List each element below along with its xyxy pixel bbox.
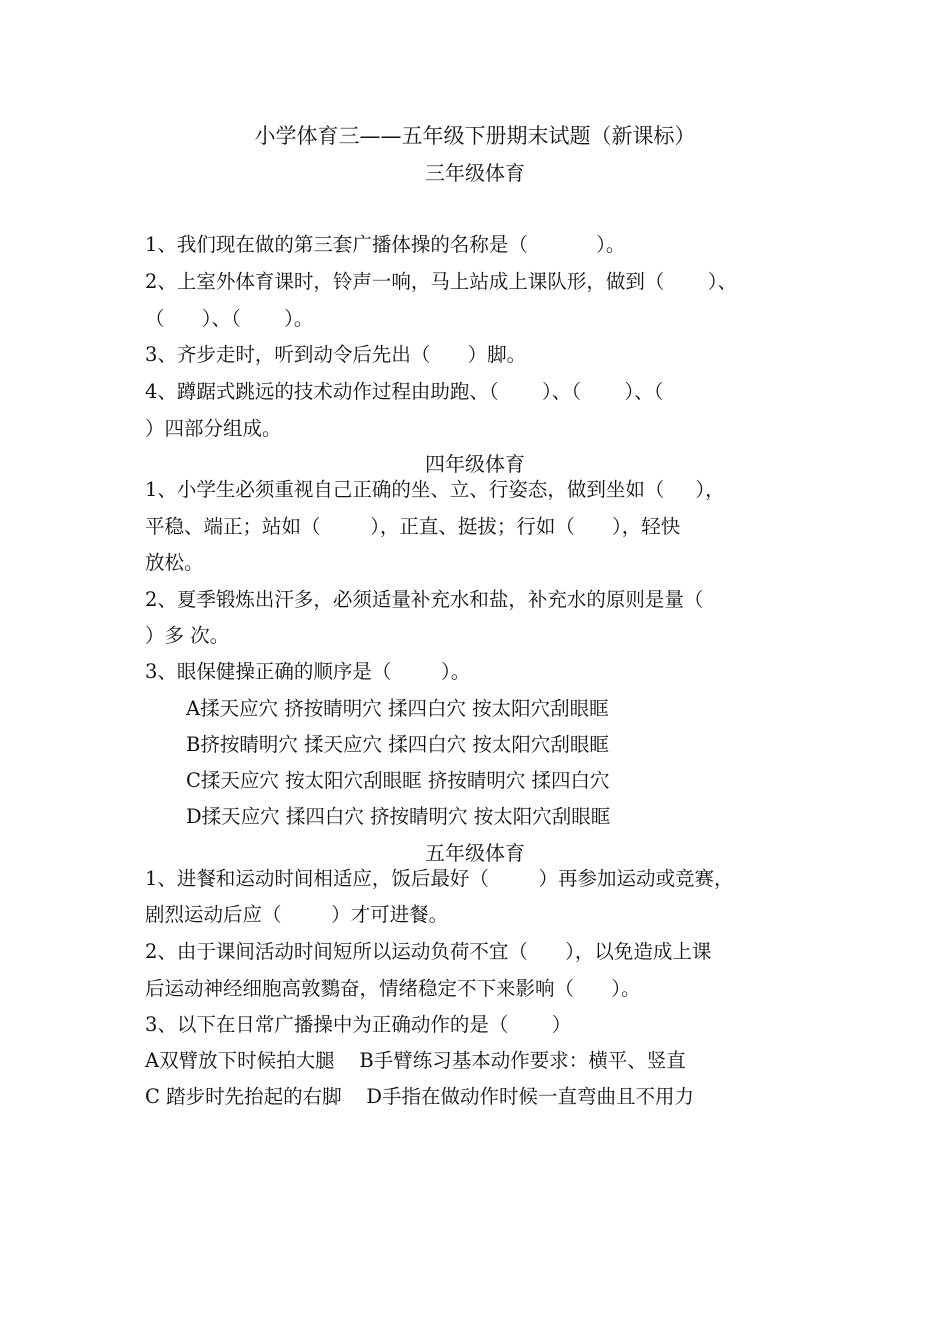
question-line: ）四部分组成。 — [145, 417, 282, 440]
question-line: 剧烈运动后应（ ）才可进餐。 — [145, 903, 449, 926]
grade4-heading: 四年级体育 — [425, 452, 525, 476]
choice-option: A揉天应穴 挤按睛明穴 揉四白穴 按太阳穴刮眼眶 — [186, 697, 609, 720]
question-line: 3、齐步走时，听到动令后先出（ ）脚。 — [145, 343, 527, 366]
question-line: 放松。 — [145, 551, 204, 574]
question-line: 2、夏季锻炼出汗多，必须适量补充水和盐，补充水的原则是量（ — [145, 588, 704, 611]
grade5-heading: 五年级体育 — [425, 841, 525, 865]
question-line: 1、进餐和运动时间相适应，饭后最好（ ）再参加运动或竞赛， — [145, 867, 734, 890]
question-line: 平稳、端正；站如（ ），正直、挺拔；行如（ ），轻快 — [145, 515, 681, 538]
document-title: 小学体育三——五年级下册期末试题（新课标） — [254, 124, 696, 148]
question-line: 2、由于课间活动时间短所以运动负荷不宜（ ），以免造成上课 — [145, 940, 712, 963]
question-line: 1、我们现在做的第三套广播体操的名称是（ ）。 — [145, 233, 626, 256]
choice-option: C 踏步时先抬起的右脚 D手指在做动作时候一直弯曲且不用力 — [145, 1085, 695, 1108]
question-line: 3、眼保健操正确的顺序是（ ）。 — [145, 660, 471, 683]
question-line: 后运动神经细胞高敦鷚奋，情绪稳定不下来影响（ ）。 — [145, 977, 641, 1000]
question-line: ）多 次。 — [145, 624, 230, 647]
question-line: 1、小学生必须重视自己正确的坐、立、行姿态，做到坐如（ ）， — [145, 478, 725, 501]
question-line: 3、以下在日常广播操中为正确动作的是（ ） — [145, 1013, 572, 1036]
choice-option: A双臂放下时候拍大腿 B手臂练习基本动作要求：横平、竖直 — [145, 1049, 686, 1072]
question-line: （ ）、（ ）。 — [145, 307, 314, 330]
choice-option: C揉天应穴 按太阳穴刮眼眶 挤按睛明穴 揉四白穴 — [186, 769, 610, 792]
choice-option: B挤按睛明穴 揉天应穴 揉四白穴 按太阳穴刮眼眶 — [186, 733, 609, 756]
choice-option: D揉天应穴 揉四白穴 挤按睛明穴 按太阳穴刮眼眶 — [186, 805, 611, 828]
question-line: 2、上室外体育课时，铃声一响，马上站成上课队形，做到（ ）、 — [145, 270, 738, 293]
question-line: 4、蹲踞式跳远的技术动作过程由助跑、（ ）、（ ）、（ — [145, 380, 664, 403]
grade3-heading: 三年级体育 — [425, 161, 525, 185]
